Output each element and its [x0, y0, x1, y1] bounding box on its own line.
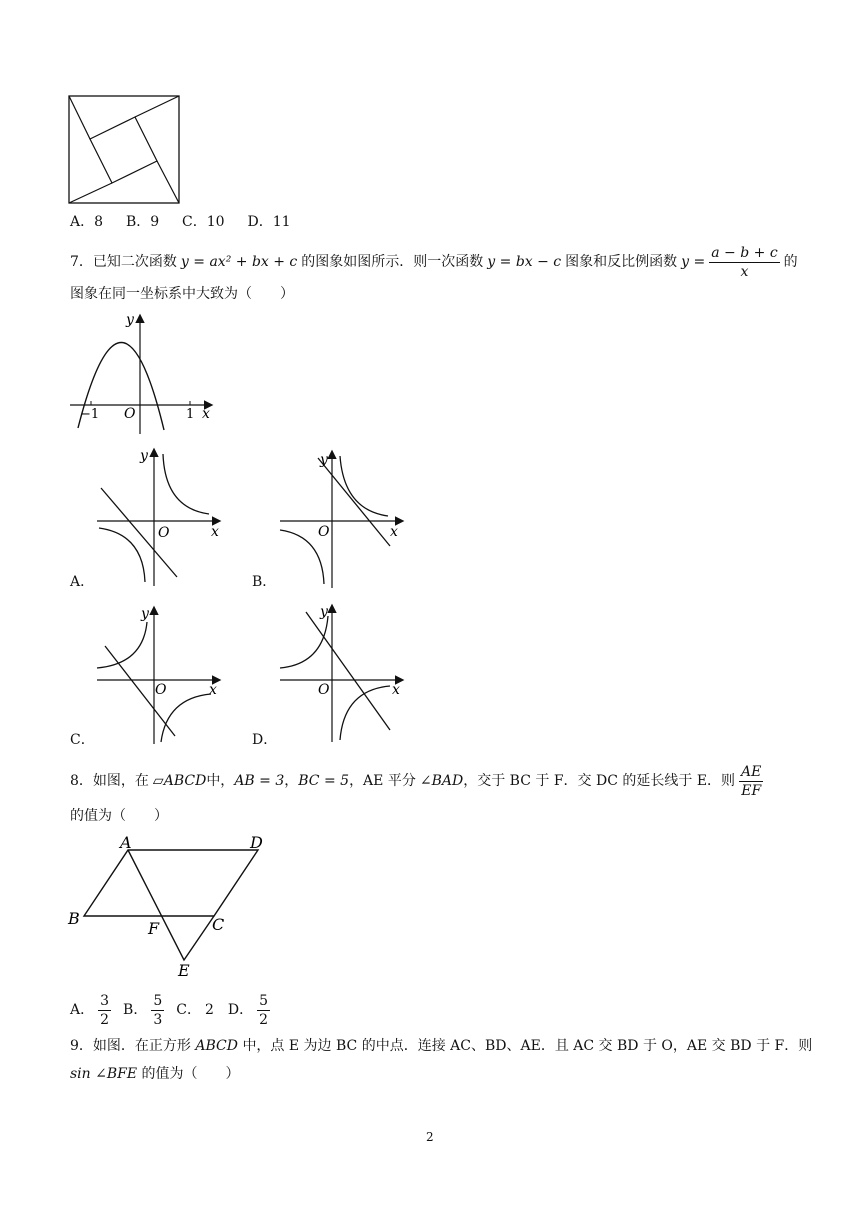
page-number: 2	[426, 1130, 434, 1144]
q8-option-b-fraction	[151, 992, 164, 1029]
q9-sin-angle: sin ∠BFE	[70, 1066, 138, 1082]
q7-inverse-fraction	[709, 244, 779, 281]
q7-stem-line1	[70, 242, 798, 282]
q6-square-figure	[68, 95, 182, 205]
q8-text-2: 中，	[206, 773, 235, 789]
q7b-x-label: x	[390, 524, 398, 540]
q8-abcd: ABCD	[163, 773, 207, 789]
q7c-origin: O	[155, 682, 167, 698]
q7-option-b-graph	[278, 450, 408, 590]
q8-option-b-den: 3	[153, 1011, 163, 1028]
q8-options	[70, 988, 270, 1032]
q8-text-1: 8．如图，在	[70, 773, 149, 789]
q8-option-a-label: A．	[70, 1002, 95, 1018]
q8-option-d-label: D．	[227, 1002, 254, 1018]
q7a-x-label: x	[211, 524, 219, 540]
q9-text-2: 中，点 E 为边 BC 的中点．连接 AC、BD、AE．且 AC 交 BD 于 O，AE 交 BD 于 F．则	[242, 1038, 813, 1054]
q7b-y-label: y	[320, 452, 328, 468]
q8-option-d-fraction	[257, 992, 270, 1029]
q8-option-c-value: 2	[204, 1002, 214, 1018]
q7-graph-origin: O	[124, 406, 136, 422]
q8-ratio-denominator: EF	[741, 782, 762, 799]
q7a-origin: O	[158, 525, 170, 541]
q7-option-b: B．	[252, 574, 277, 590]
q7-inverse-denominator: x	[740, 263, 749, 280]
q8-label-c: C	[212, 915, 225, 934]
q7-option-a-graph	[95, 448, 225, 588]
q8-option-a-fraction	[98, 992, 111, 1029]
q7-graph-x-label: x	[202, 406, 210, 422]
q8-parallelogram-symbol: ▱	[152, 773, 164, 789]
q8-ab: AB = 3	[234, 773, 285, 789]
q8-option-a-num: 3	[100, 992, 110, 1009]
q7-text-1: 7．已知二次函数	[70, 254, 177, 270]
q7d-x-label: x	[392, 682, 400, 698]
q7c-y-label: y	[141, 606, 149, 622]
q7-inverse-lhs: y =	[681, 254, 706, 270]
q7-option-c: C．	[70, 732, 95, 748]
q8-bc: BC = 5	[298, 773, 350, 789]
q7-quadratic: y = ax² + bx + c	[180, 254, 298, 270]
q7-text-4: 的	[783, 254, 798, 270]
q8-option-b-num: 5	[153, 992, 163, 1009]
q6-options	[70, 212, 291, 232]
q8-option-a-den: 2	[100, 1011, 110, 1028]
q8-label-f: F	[148, 919, 160, 938]
q8-stem-line2: 的值为（ ）	[70, 808, 168, 824]
q8-ratio-fraction	[739, 763, 763, 800]
q7-stem-line2: 图象在同一坐标系中大致为（ ）	[70, 286, 294, 302]
q9-stem-line2	[70, 1064, 240, 1084]
q7-text-2: 的图象如图所示．则一次函数	[301, 254, 484, 270]
q7-option-c-graph	[95, 606, 225, 746]
q7-parabola-graph	[66, 310, 226, 435]
q7b-origin: O	[318, 524, 330, 540]
q7d-y-label: y	[320, 604, 328, 620]
q7-option-d-graph	[278, 604, 408, 744]
q7-inverse-numerator: a − b + c	[711, 244, 778, 261]
q7-graph-pos1: 1	[186, 407, 195, 422]
q7-text-3: 图象和反比例函数	[565, 254, 678, 270]
q6-option-c: C．10	[182, 214, 225, 230]
q6-option-d: D．11	[247, 214, 291, 230]
q7-linear: y = bx − c	[487, 254, 562, 270]
q7-option-a: A．	[70, 574, 95, 590]
q8-label-e: E	[178, 961, 190, 980]
q8-option-d-den: 2	[259, 1011, 269, 1028]
q8-option-b-label: B．	[123, 1002, 148, 1018]
q8-stem-line1	[70, 758, 763, 804]
q7c-x-label: x	[209, 682, 217, 698]
q9-text-1: 9．如图．在正方形	[70, 1038, 191, 1054]
q8-label-d: D	[250, 833, 263, 852]
q8-option-c-label: C．	[176, 1002, 201, 1018]
q8-option-d-num: 5	[259, 992, 269, 1009]
q6-option-b: B．9	[125, 214, 160, 230]
q7d-origin: O	[318, 682, 330, 698]
q7-option-d: D．	[252, 732, 278, 748]
q8-angle: ∠BAD	[419, 773, 464, 789]
q8-text-3: ，AE 平分	[349, 773, 416, 789]
q9-abcd: ABCD	[195, 1038, 238, 1054]
q8-text-4: ，交于 BC 于 F．交 DC 的延长线于 E．则	[463, 773, 736, 789]
q6-option-a: A．8	[70, 214, 104, 230]
q9-text-3: 的值为（ ）	[141, 1066, 240, 1082]
q8-parallelogram-figure	[66, 832, 276, 982]
q7a-y-label: y	[140, 448, 148, 464]
q9-stem-line1	[70, 1036, 812, 1056]
q8-label-b: B	[68, 909, 80, 928]
q7-graph-neg1: −1	[80, 407, 100, 422]
q7-graph-y-label: y	[126, 312, 134, 328]
q8-ratio-numerator: AE	[741, 763, 762, 780]
q8-comma: ，	[284, 773, 299, 789]
q8-label-a: A	[120, 833, 132, 852]
